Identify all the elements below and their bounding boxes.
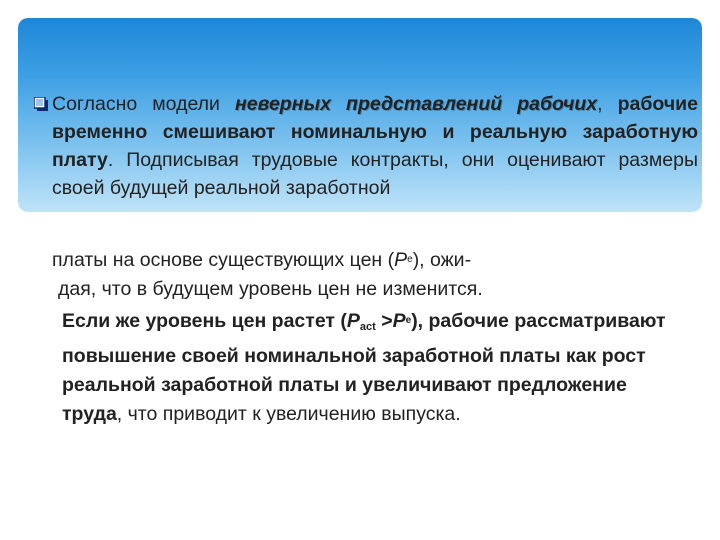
prices-after: ), ожи-	[412, 249, 472, 271]
rise-bold-start: Если же уровень цен растет (	[62, 310, 347, 332]
paragraph-prices	[52, 246, 698, 274]
lead-text: Согласно модели	[52, 93, 236, 115]
price-symbol: P	[394, 249, 408, 271]
paragraph-price-rise	[62, 306, 692, 429]
rise-bold-rest: ), рабочие рассматривают повышение своей номинальной заработной платы как рост реальной заработной платы и увеличивают предложение труда	[62, 310, 666, 425]
paragraph-expectation	[58, 275, 704, 303]
checkbox-bullet-icon	[34, 97, 48, 111]
p-e-symbol: P	[392, 310, 406, 332]
p-act-sub: act	[359, 321, 376, 333]
prices-before: платы на основе существующих цен (	[52, 249, 395, 271]
term-misperception: неверных представлений рабочих	[235, 93, 598, 115]
rise-normal-end: , что приводит к увеличению выпуска.	[116, 403, 461, 425]
expectation-text: дая, что в будущем уровень цен не изменится.	[58, 278, 483, 300]
gt-sign: >	[375, 310, 393, 332]
comma: ,	[597, 93, 618, 115]
p-e-sup: e	[405, 315, 412, 326]
paragraph-model	[52, 90, 698, 202]
bold-claim: рабочие временно смешивают номинальную и реальную заработную плату	[52, 93, 699, 171]
p-act-symbol: P	[346, 310, 360, 332]
price-sup: e	[407, 254, 413, 265]
rest-text: . Подписывая трудовые контракты, они оценивают размеры своей будущей реальной заработной	[52, 149, 698, 199]
